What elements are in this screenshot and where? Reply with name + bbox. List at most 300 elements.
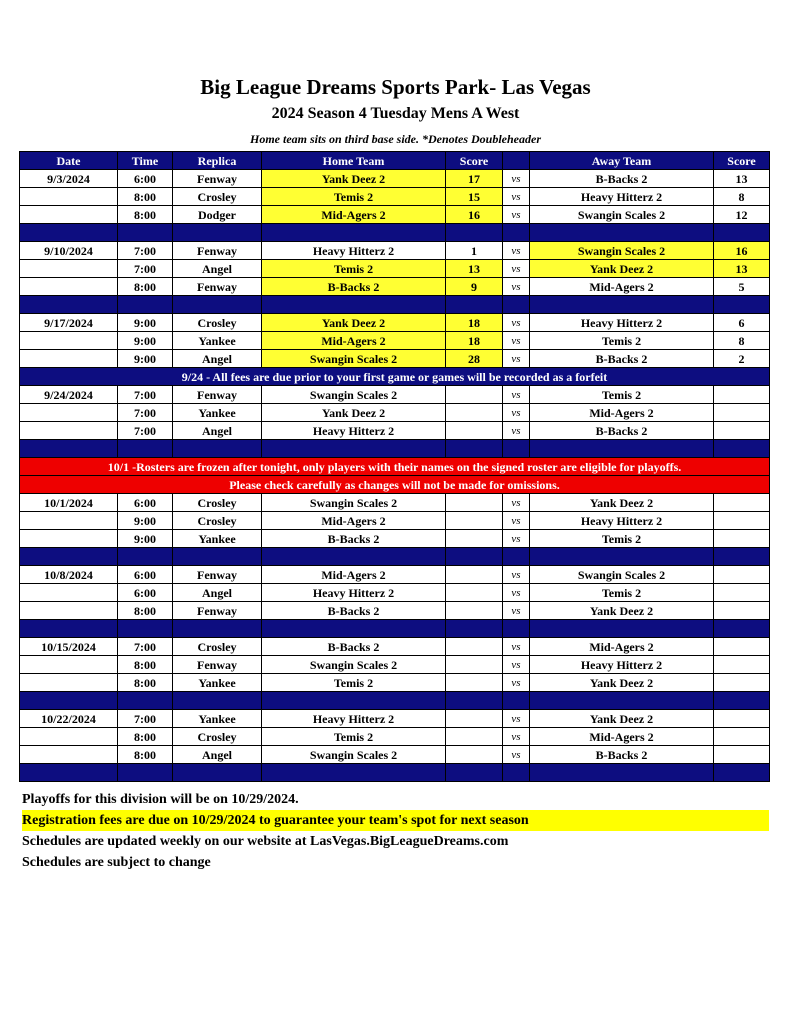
away-score: [714, 674, 770, 692]
away-team: Swangin Scales 2: [530, 566, 714, 584]
game-time: 9:00: [118, 332, 173, 350]
away-score: [714, 386, 770, 404]
game-time: 8:00: [118, 656, 173, 674]
spacer-cell: [173, 620, 262, 638]
away-team: Swangin Scales 2: [530, 242, 714, 260]
home-team: Temis 2: [262, 674, 446, 692]
spacer-cell: [173, 548, 262, 566]
away-team: Heavy Hitterz 2: [530, 656, 714, 674]
table-row: [20, 260, 770, 278]
col-header-replica: Replica: [173, 152, 262, 170]
spacer-cell: [173, 224, 262, 242]
away-score: 2: [714, 350, 770, 368]
vs-label: vs: [503, 602, 530, 620]
home-team: Temis 2: [262, 728, 446, 746]
away-team: B-Backs 2: [530, 422, 714, 440]
replica-field: Yankee: [173, 674, 262, 692]
spacer-cell: [118, 224, 173, 242]
notice-message: 9/24 - All fees are due prior to your first game or games will be recorded as a forfeit: [20, 368, 770, 386]
table-row: [20, 332, 770, 350]
replica-field: Yankee: [173, 404, 262, 422]
away-team: B-Backs 2: [530, 746, 714, 764]
away-score: [714, 710, 770, 728]
game-time: 6:00: [118, 566, 173, 584]
game-time: 9:00: [118, 530, 173, 548]
spacer-cell: [118, 620, 173, 638]
spacer-cell: [118, 296, 173, 314]
game-date: [20, 350, 118, 368]
table-row: [20, 206, 770, 224]
away-team: Heavy Hitterz 2: [530, 314, 714, 332]
replica-field: Crosley: [173, 314, 262, 332]
spacer-cell: [503, 440, 530, 458]
home-team: B-Backs 2: [262, 638, 446, 656]
home-team: Mid-Agers 2: [262, 566, 446, 584]
home-team: Mid-Agers 2: [262, 332, 446, 350]
notice-row: [20, 368, 770, 386]
game-time: 7:00: [118, 386, 173, 404]
home-score: [446, 674, 503, 692]
spacer-cell: [20, 296, 118, 314]
spacer-cell: [446, 764, 503, 782]
alert-message: Please check carefully as changes will not be made for omissions.: [20, 476, 770, 494]
spacer-cell: [530, 296, 714, 314]
spacer-cell: [530, 620, 714, 638]
replica-field: Angel: [173, 584, 262, 602]
replica-field: Crosley: [173, 494, 262, 512]
spacer-cell: [20, 224, 118, 242]
spacer-cell: [262, 692, 446, 710]
schedule-note: Home team sits on third base side. *Denotes Doubleheader: [250, 132, 541, 146]
table-row: [20, 404, 770, 422]
home-team: Yank Deez 2: [262, 170, 446, 188]
away-team: Yank Deez 2: [530, 602, 714, 620]
footer: [22, 789, 772, 873]
game-date: 10/1/2024: [20, 494, 118, 512]
vs-label: vs: [503, 710, 530, 728]
home-team: Mid-Agers 2: [262, 206, 446, 224]
away-score: 16: [714, 242, 770, 260]
spacer-cell: [446, 224, 503, 242]
table-row: [20, 386, 770, 404]
away-team: B-Backs 2: [530, 170, 714, 188]
spacer-cell: [530, 440, 714, 458]
game-time: 9:00: [118, 350, 173, 368]
home-team: Swangin Scales 2: [262, 494, 446, 512]
home-score: 16: [446, 206, 503, 224]
home-team: Yank Deez 2: [262, 404, 446, 422]
home-score: 28: [446, 350, 503, 368]
away-team: Mid-Agers 2: [530, 404, 714, 422]
game-date: 9/17/2024: [20, 314, 118, 332]
home-score: [446, 638, 503, 656]
game-date: [20, 404, 118, 422]
vs-label: vs: [503, 656, 530, 674]
spacer-cell: [714, 692, 770, 710]
spacer-cell: [20, 548, 118, 566]
away-score: 6: [714, 314, 770, 332]
away-score: 5: [714, 278, 770, 296]
away-team: Temis 2: [530, 530, 714, 548]
table-row: [20, 746, 770, 764]
home-team: Yank Deez 2: [262, 314, 446, 332]
spacer-cell: [714, 620, 770, 638]
vs-label: vs: [503, 350, 530, 368]
home-team: Swangin Scales 2: [262, 350, 446, 368]
replica-field: Yankee: [173, 710, 262, 728]
home-score: [446, 746, 503, 764]
spacer-cell: [173, 764, 262, 782]
away-score: [714, 602, 770, 620]
replica-field: Yankee: [173, 530, 262, 548]
home-score: [446, 512, 503, 530]
replica-field: Crosley: [173, 512, 262, 530]
game-date: 10/15/2024: [20, 638, 118, 656]
away-team: B-Backs 2: [530, 350, 714, 368]
game-time: 7:00: [118, 710, 173, 728]
home-team: Mid-Agers 2: [262, 512, 446, 530]
spacer-cell: [173, 440, 262, 458]
home-score: 9: [446, 278, 503, 296]
game-date: [20, 728, 118, 746]
vs-label: vs: [503, 404, 530, 422]
col-header-vs: [503, 152, 530, 170]
website-notice: Schedules are updated weekly on our website at LasVegas.BigLeagueDreams.com: [22, 834, 509, 849]
spacer-cell: [20, 620, 118, 638]
spacer-cell: [530, 224, 714, 242]
home-team: Swangin Scales 2: [262, 386, 446, 404]
spacer-cell: [446, 548, 503, 566]
home-score: [446, 566, 503, 584]
replica-field: Dodger: [173, 206, 262, 224]
game-date: 9/10/2024: [20, 242, 118, 260]
change-notice: Schedules are subject to change: [22, 855, 211, 870]
home-team: Temis 2: [262, 188, 446, 206]
spacer-cell: [262, 764, 446, 782]
alert-message: 10/1 -Rosters are frozen after tonight, only players with their names on the signed roster are eligible for playoffs.: [20, 458, 770, 476]
registration-notice: Registration fees are due on 10/29/2024 to guarantee your team's spot for next season: [22, 810, 769, 831]
vs-label: vs: [503, 728, 530, 746]
playoffs-notice: Playoffs for this division will be on 10/29/2024.: [22, 792, 299, 807]
vs-label: vs: [503, 242, 530, 260]
away-team: Temis 2: [530, 584, 714, 602]
spacer-row: [20, 224, 770, 242]
home-team: Swangin Scales 2: [262, 746, 446, 764]
spacer-cell: [118, 548, 173, 566]
game-time: 6:00: [118, 584, 173, 602]
home-score: [446, 602, 503, 620]
home-score: [446, 728, 503, 746]
away-score: [714, 746, 770, 764]
spacer-cell: [714, 296, 770, 314]
home-score: [446, 710, 503, 728]
game-date: 9/3/2024: [20, 170, 118, 188]
spacer-cell: [446, 620, 503, 638]
vs-label: vs: [503, 638, 530, 656]
spacer-cell: [446, 296, 503, 314]
game-time: 9:00: [118, 314, 173, 332]
col-header-away-score: Score: [714, 152, 770, 170]
spacer-cell: [530, 764, 714, 782]
home-score: [446, 386, 503, 404]
spacer-row: [20, 764, 770, 782]
spacer-cell: [714, 548, 770, 566]
spacer-cell: [262, 548, 446, 566]
schedule-table: [19, 151, 770, 782]
spacer-cell: [503, 764, 530, 782]
game-date: [20, 422, 118, 440]
table-row: [20, 530, 770, 548]
home-score: 1: [446, 242, 503, 260]
away-score: [714, 530, 770, 548]
table-row: [20, 656, 770, 674]
game-time: 8:00: [118, 728, 173, 746]
spacer-row: [20, 620, 770, 638]
table-row: [20, 242, 770, 260]
spacer-cell: [20, 692, 118, 710]
home-team: Swangin Scales 2: [262, 656, 446, 674]
game-time: 8:00: [118, 278, 173, 296]
table-row: [20, 584, 770, 602]
game-date: [20, 188, 118, 206]
spacer-cell: [118, 764, 173, 782]
page-title: Big League Dreams Sports Park- Las Vegas: [200, 75, 591, 99]
spacer-cell: [262, 620, 446, 638]
replica-field: Crosley: [173, 188, 262, 206]
spacer-cell: [714, 440, 770, 458]
replica-field: Yankee: [173, 332, 262, 350]
spacer-cell: [446, 692, 503, 710]
game-date: 10/22/2024: [20, 710, 118, 728]
home-team: B-Backs 2: [262, 530, 446, 548]
spacer-cell: [503, 548, 530, 566]
away-team: Mid-Agers 2: [530, 728, 714, 746]
away-team: Yank Deez 2: [530, 494, 714, 512]
table-row: [20, 602, 770, 620]
home-score: 15: [446, 188, 503, 206]
game-date: [20, 746, 118, 764]
game-date: [20, 674, 118, 692]
replica-field: Crosley: [173, 638, 262, 656]
spacer-cell: [530, 692, 714, 710]
vs-label: vs: [503, 674, 530, 692]
table-row: [20, 278, 770, 296]
replica-field: Fenway: [173, 566, 262, 584]
table-row: [20, 674, 770, 692]
spacer-row: [20, 440, 770, 458]
col-header-home-score: Score: [446, 152, 503, 170]
spacer-cell: [20, 440, 118, 458]
away-score: 13: [714, 170, 770, 188]
game-time: 7:00: [118, 422, 173, 440]
table-row: [20, 710, 770, 728]
replica-field: Crosley: [173, 728, 262, 746]
spacer-cell: [503, 620, 530, 638]
replica-field: Fenway: [173, 278, 262, 296]
alert-row: [20, 458, 770, 476]
spacer-cell: [118, 440, 173, 458]
table-row: [20, 170, 770, 188]
vs-label: vs: [503, 584, 530, 602]
spacer-cell: [530, 548, 714, 566]
home-score: [446, 494, 503, 512]
vs-label: vs: [503, 278, 530, 296]
game-time: 7:00: [118, 638, 173, 656]
away-score: [714, 422, 770, 440]
spacer-row: [20, 296, 770, 314]
away-score: 12: [714, 206, 770, 224]
game-time: 6:00: [118, 494, 173, 512]
game-date: [20, 584, 118, 602]
away-score: [714, 656, 770, 674]
home-score: 18: [446, 332, 503, 350]
col-header-home-team: Home Team: [262, 152, 446, 170]
table-row: [20, 494, 770, 512]
game-time: 8:00: [118, 674, 173, 692]
spacer-cell: [20, 764, 118, 782]
game-date: [20, 206, 118, 224]
replica-field: Fenway: [173, 386, 262, 404]
replica-field: Angel: [173, 746, 262, 764]
vs-label: vs: [503, 566, 530, 584]
home-team: Heavy Hitterz 2: [262, 242, 446, 260]
replica-field: Angel: [173, 422, 262, 440]
game-date: 9/24/2024: [20, 386, 118, 404]
table-header-row: [20, 152, 770, 170]
game-time: 8:00: [118, 602, 173, 620]
vs-label: vs: [503, 332, 530, 350]
home-team: Heavy Hitterz 2: [262, 584, 446, 602]
game-date: [20, 332, 118, 350]
away-score: [714, 566, 770, 584]
col-header-time: Time: [118, 152, 173, 170]
home-team: Heavy Hitterz 2: [262, 422, 446, 440]
away-score: [714, 728, 770, 746]
alert-row: [20, 476, 770, 494]
vs-label: vs: [503, 260, 530, 278]
away-team: Temis 2: [530, 386, 714, 404]
away-team: Yank Deez 2: [530, 260, 714, 278]
away-team: Mid-Agers 2: [530, 638, 714, 656]
home-team: B-Backs 2: [262, 602, 446, 620]
table-row: [20, 512, 770, 530]
away-score: 13: [714, 260, 770, 278]
home-team: Temis 2: [262, 260, 446, 278]
table-row: [20, 728, 770, 746]
spacer-cell: [503, 296, 530, 314]
game-time: 6:00: [118, 170, 173, 188]
page-subtitle: 2024 Season 4 Tuesday Mens A West: [271, 105, 520, 122]
away-team: Yank Deez 2: [530, 710, 714, 728]
game-date: [20, 278, 118, 296]
vs-label: vs: [503, 206, 530, 224]
vs-label: vs: [503, 314, 530, 332]
home-score: [446, 584, 503, 602]
game-date: 10/8/2024: [20, 566, 118, 584]
replica-field: Fenway: [173, 602, 262, 620]
away-team: Swangin Scales 2: [530, 206, 714, 224]
away-score: 8: [714, 188, 770, 206]
table-row: [20, 188, 770, 206]
game-date: [20, 260, 118, 278]
vs-label: vs: [503, 512, 530, 530]
away-score: [714, 638, 770, 656]
game-time: 7:00: [118, 242, 173, 260]
away-score: [714, 494, 770, 512]
away-team: Yank Deez 2: [530, 674, 714, 692]
spacer-cell: [262, 224, 446, 242]
away-score: 8: [714, 332, 770, 350]
home-score: [446, 404, 503, 422]
away-team: Temis 2: [530, 332, 714, 350]
home-score: 13: [446, 260, 503, 278]
game-time: 9:00: [118, 512, 173, 530]
spacer-cell: [714, 224, 770, 242]
spacer-cell: [173, 296, 262, 314]
game-time: 8:00: [118, 206, 173, 224]
table-row: [20, 566, 770, 584]
away-team: Mid-Agers 2: [530, 278, 714, 296]
vs-label: vs: [503, 188, 530, 206]
vs-label: vs: [503, 386, 530, 404]
spacer-cell: [503, 224, 530, 242]
vs-label: vs: [503, 746, 530, 764]
spacer-cell: [714, 764, 770, 782]
vs-label: vs: [503, 422, 530, 440]
spacer-row: [20, 692, 770, 710]
home-team: Heavy Hitterz 2: [262, 710, 446, 728]
game-date: [20, 602, 118, 620]
spacer-cell: [262, 296, 446, 314]
game-date: [20, 512, 118, 530]
replica-field: Angel: [173, 350, 262, 368]
replica-field: Fenway: [173, 656, 262, 674]
game-time: 7:00: [118, 404, 173, 422]
spacer-cell: [262, 440, 446, 458]
home-score: [446, 530, 503, 548]
game-date: [20, 656, 118, 674]
spacer-cell: [173, 692, 262, 710]
table-row: [20, 314, 770, 332]
replica-field: Fenway: [173, 170, 262, 188]
away-team: Heavy Hitterz 2: [530, 512, 714, 530]
table-row: [20, 422, 770, 440]
col-header-away-team: Away Team: [530, 152, 714, 170]
game-time: 7:00: [118, 260, 173, 278]
away-score: [714, 404, 770, 422]
away-score: [714, 584, 770, 602]
home-score: [446, 422, 503, 440]
away-score: [714, 512, 770, 530]
home-score: 18: [446, 314, 503, 332]
home-score: [446, 656, 503, 674]
col-header-date: Date: [20, 152, 118, 170]
replica-field: Angel: [173, 260, 262, 278]
game-date: [20, 530, 118, 548]
table-row: [20, 350, 770, 368]
home-team: B-Backs 2: [262, 278, 446, 296]
spacer-row: [20, 548, 770, 566]
spacer-cell: [446, 440, 503, 458]
spacer-cell: [118, 692, 173, 710]
replica-field: Fenway: [173, 242, 262, 260]
vs-label: vs: [503, 170, 530, 188]
game-time: 8:00: [118, 746, 173, 764]
vs-label: vs: [503, 530, 530, 548]
game-time: 8:00: [118, 188, 173, 206]
table-row: [20, 638, 770, 656]
away-team: Heavy Hitterz 2: [530, 188, 714, 206]
